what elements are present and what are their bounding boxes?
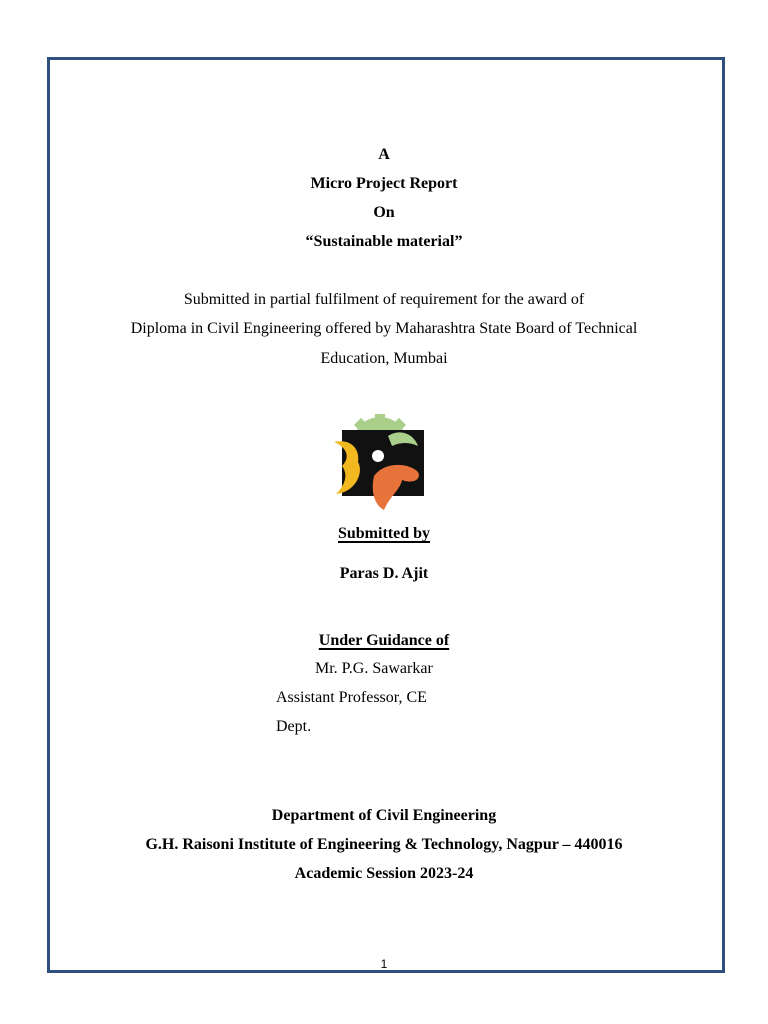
submitted-by-heading xyxy=(0,524,768,544)
project-title: “Sustainable material” xyxy=(305,233,463,250)
department-name: Department of Civil Engineering xyxy=(271,807,497,824)
guide-name: Mr. P.G. Sawarkar xyxy=(315,660,433,677)
title-on: On xyxy=(373,204,395,221)
submission-text-line-3: Education, Mumbai xyxy=(320,350,448,367)
institute-name: G.H. Raisoni Institute of Engineering & Technology, Nagpur – 440016 xyxy=(145,836,623,853)
guide-designation: Assistant Professor, CE xyxy=(276,689,427,706)
guidance-heading xyxy=(0,631,768,651)
institute-logo xyxy=(330,414,428,514)
submission-text-line-1: Submitted in partial fulfilment of requirement for the award of xyxy=(183,291,585,308)
academic-session: Academic Session 2023-24 xyxy=(294,865,474,882)
title-article: A xyxy=(378,146,390,163)
guide-dept: Dept. xyxy=(276,718,312,735)
guidance-label: Under Guidance of xyxy=(318,632,450,649)
submitted-by-label: Submitted by xyxy=(337,525,431,542)
report-type: Micro Project Report xyxy=(310,175,458,192)
student-name: Paras D. Ajit xyxy=(339,565,429,582)
page-number: 1 xyxy=(380,957,388,971)
submission-text-line-2: Diploma in Civil Engineering offered by Maharashtra State Board of Technical xyxy=(130,320,638,337)
